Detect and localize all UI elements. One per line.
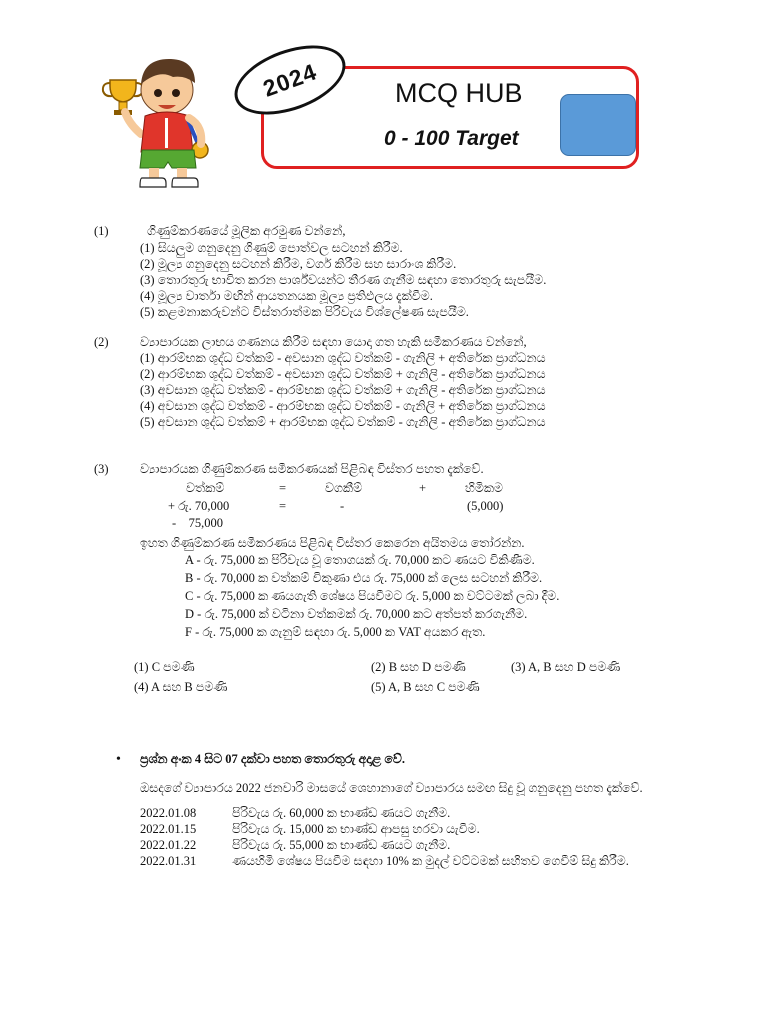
question-number: (1) <box>94 224 109 238</box>
transaction-date: 2022.01.31 <box>140 854 197 868</box>
option: (2) මූල්‍ය ගනුදෙනු සටහන් කිරීම, වර්ග කිරීම සහ සාරාංශ කිරීම. <box>140 257 457 271</box>
brand-subtitle: 0 - 100 Target <box>384 127 519 150</box>
eq-header-equals: = <box>279 481 287 495</box>
option: (1) ආරම්භක ශුද්ධ වත්කම් - අවසාන ශුද්ධ වත්කම් - ගැනිලි + අතිරේක ප්‍රාග්ධනය <box>140 351 546 365</box>
answer-choice: (5) A, B සහ C පමණි <box>371 680 480 694</box>
option: (4) මූල්‍ය වාර්තා මඟින් ආයතනයක මූල්‍ය ප්‍රතිඵලය දැක්වීම. <box>140 289 433 303</box>
option: (3) තොරතුරු භාවිත කරන පාර්ශ්වයන්ට තීරණ ගැනීම සඳහා තොරතුරු සැපයීම. <box>140 273 547 287</box>
transaction-date: 2022.01.22 <box>140 838 197 852</box>
transaction-desc: පිරිවැය රු. 60,000 ක භාණ්ඩ ණයට ගැනීම. <box>232 806 451 820</box>
option: (5) කළමනාකරුවන්ට විස්තරාත්මක පිරිවැය විශ්ලේෂණ සැපයීම. <box>140 305 469 319</box>
option: (1) සියලුම ගනුදෙනු ගිණුම් පොත්වල සටහන් කිරීම. <box>140 241 403 255</box>
transaction-date: 2022.01.15 <box>140 822 197 836</box>
bullet-icon: • <box>116 752 121 767</box>
statement-item: A - රු. 75,000 ක පිරිවැය වූ තොගයක් රු. 70,000 කට ණයට විකිණීම. <box>185 553 535 567</box>
question-stem: ව්‍යාපාරයක ලාභය ගණනය කිරීම සඳහා යොදා ගත හැකි සමීකරණය වන්නේ, <box>140 335 527 349</box>
blue-square-shape <box>560 94 636 156</box>
question-stem: ගිණුම්කරණයේ මූලික අරමුණ වන්නේ, <box>147 224 346 238</box>
option: (4) අවසාන ශුද්ධ වත්කම් - ආරම්භක ශුද්ධ වත්කම් - ගැනිලි + අතිරේක ප්‍රාග්ධනය <box>140 399 546 413</box>
brand-title: MCQ HUB <box>395 78 523 108</box>
transaction-desc: පිරිවැය රු. 55,000 ක භාණ්ඩ ණයට ගැනීම. <box>232 838 451 852</box>
option: (5) අවසාන ශුද්ධ වත්කම් + ආරම්භක ශුද්ධ වත්කම් - ගැනිලි - අතිරේක ප්‍රාග්ධනය <box>140 415 546 429</box>
question-number: (2) <box>94 335 109 349</box>
answer-choice: (4) A සහ B පමණි <box>134 680 228 694</box>
eq-header-plus: + <box>419 481 427 495</box>
statement-item: F - රු. 75,000 ක ගැනුම් සඳහා රු. 5,000 ක VAT අයකර ඇත. <box>185 625 486 639</box>
eq-cell: = <box>279 499 287 513</box>
eq-cell: (5,000) <box>467 499 504 513</box>
info-heading: ප්‍රශ්න අංක 4 සිට 07 දක්වා පහත තොරතුරු අදාළ වේ. <box>140 752 406 766</box>
eq-header-liabilities: වගකීම් <box>325 481 363 495</box>
instruction: ඉහත ගිණුම්කරණ සමීකරණය පිළිබඳ විස්තර කෙරෙන අයිතමය තෝරන්න. <box>140 536 525 550</box>
question-number: (3) <box>94 462 109 476</box>
info-intro: ඔසදගේ ව්‍යාපාරය 2022 ජනවාරි මාසයේ ශෙහානාගේ ව්‍යාපාරය සමඟ සිදු වූ ගනුදෙනු පහත දැක්වේ. <box>140 781 643 795</box>
statement-item: B - රු. 70,000 ක වත්කම් විකුණා එය රු. 75,000 ක් ලෙස සටහන් කිරීම. <box>185 571 543 585</box>
boy-trophy-illustration <box>92 50 232 190</box>
option: (2) ආරම්භක ශුද්ධ වත්කම් - අවසාන ශුද්ධ වත්කම් + ගැනිලි - අතිරේක ප්‍රාග්ධනය <box>140 367 546 381</box>
eq-header-assets: වත්කම් <box>186 481 225 495</box>
year-text: 2024 <box>259 57 321 102</box>
eq-cell: - 75,000 <box>172 516 224 530</box>
answer-choice: (1) C පමණි <box>134 660 195 674</box>
answer-choice: (2) B සහ D පමණි <box>371 660 466 674</box>
statement-item: D - රු. 75,000 ක් වටිනා වත්කමක් රු. 70,000 කට අත්පත් කරගැනීම. <box>185 607 528 621</box>
transaction-desc: පිරිවැය රු. 15,000 ක භාණ්ඩ ආපසු හරවා යැවීම. <box>232 822 480 836</box>
statement-item: C - රු. 75,000 ක ණයගැති ශේෂය පියවීමට රු. 5,000 ක වට්ටමක් ලබා දීම. <box>185 589 560 603</box>
eq-cell: + රු. 70,000 <box>168 499 230 513</box>
transaction-date: 2022.01.08 <box>140 806 197 820</box>
eq-cell: - <box>340 499 345 513</box>
question-stem: ව්‍යාපාරයක ගිණුම්කරණ සමීකරණයක් පිළිබඳ විස්තර පහත දැක්වේ. <box>140 462 484 476</box>
transaction-desc: ණයහිමි ශේෂය පියවීම සඳහා 10% ක මුදල් වට්ටමක් සහිතව ගෙවීම් සිදු කිරීම. <box>232 854 629 868</box>
answer-choice: (3) A, B සහ D පමණි <box>511 660 621 674</box>
option: (3) අවසාන ශුද්ධ වත්කම් - ආරම්භක ශුද්ධ වත්කම් + ගැනිලි - අතිරේක ප්‍රාග්ධනය <box>140 383 546 397</box>
eq-header-equity: හිමිකම <box>465 481 503 495</box>
